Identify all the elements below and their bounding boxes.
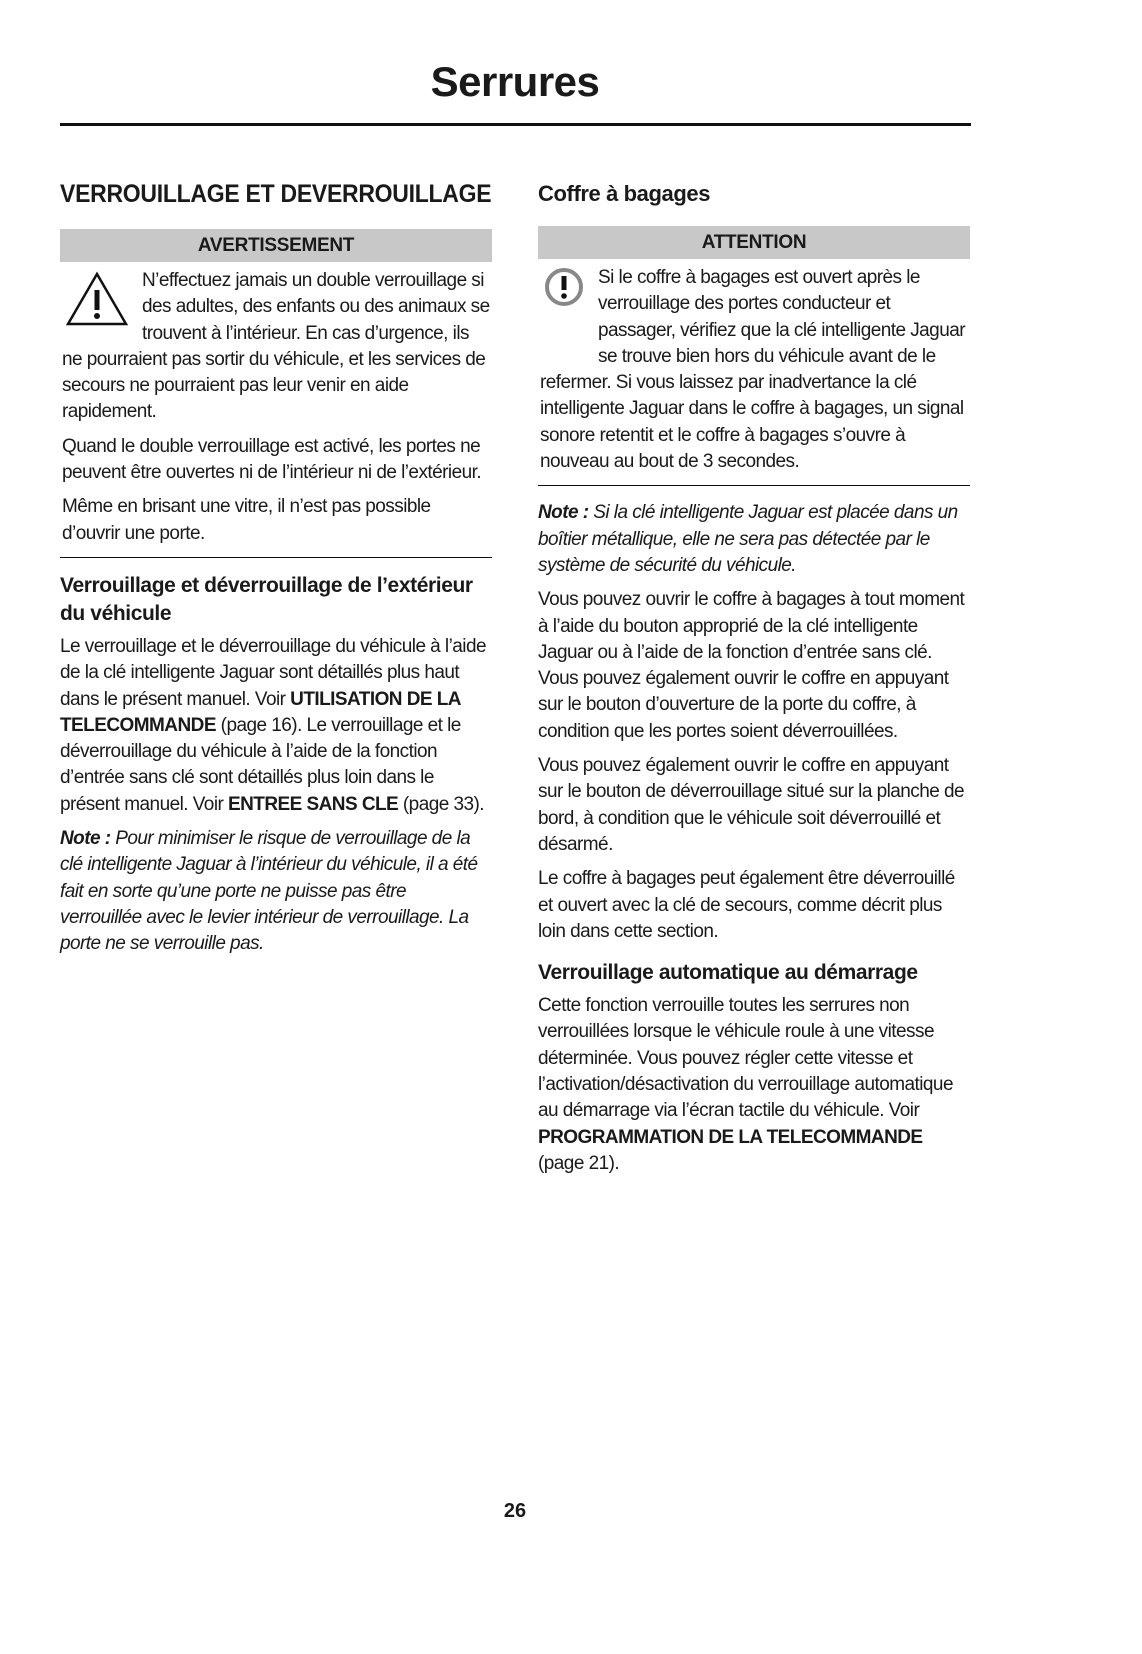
auto-lock-body bbox=[538, 993, 970, 1177]
note-label: Note : bbox=[60, 828, 111, 850]
section-heading: VERROUILLAGE ET DEVERROUILLAGE bbox=[60, 180, 492, 208]
warning-triangle-icon bbox=[62, 268, 142, 346]
link-telecommande: UTILISATION DE LA TELECOMMANDE bbox=[60, 688, 461, 736]
link-programmation: PROGRAMMATION DE LA TELECOMMANDE bbox=[538, 1126, 923, 1148]
sub-heading-exterior: Verrouillage et déverrouillage de l’extérieur du véhicule bbox=[60, 573, 473, 625]
page-title: Serrures bbox=[430, 58, 600, 105]
text: Le verrouillage et le déverrouillage du véhicule à l’aide de la clé intelligente Jaguar sont détaillés plus haut dans le présent manuel. Voir bbox=[60, 635, 486, 710]
right-column bbox=[538, 180, 970, 1185]
warning-text-2: Quand le double verrouillage est activé, les portes ne peuvent être ouvertes ni de l’intérieur ni de l’extérieur. bbox=[62, 435, 482, 484]
note bbox=[60, 826, 492, 957]
coffre-text-3: Le coffre à bagages peut également être déverrouillé et ouvert avec la clé de secours, comme décrit plus loin dans cette section. bbox=[538, 868, 955, 942]
note bbox=[538, 500, 970, 579]
coffre-text-1: Vous pouvez ouvrir le coffre à bagages à tout moment à l’aide du bouton approprié de la clé intelligente Jaguar ou à l’aide de la fonction d’entrée sans clé. Vous pouvez également ouvrir le coffre en appuyant sur le bouton d’ouverture de la porte du coffre, à condition que les portes soient déverrouillées. bbox=[538, 589, 965, 742]
attention-label: ATTENTION bbox=[538, 226, 970, 259]
note-text: Si la clé intelligente Jaguar est placée dans un boîtier métallique, elle ne sera pas détectée par le système de sécurité du véhicule. bbox=[538, 502, 958, 576]
title-rule bbox=[60, 123, 971, 126]
warning-box bbox=[60, 229, 492, 558]
note-text: Pour minimiser le risque de verrouillage de la clé intelligente Jaguar à l’intérieur du véhicule, il a été fait en sorte qu’une porte ne puisse pas être verrouillée avec le levier intérieur de verrouillage. La porte ne se verrouille pas. bbox=[60, 828, 478, 955]
warning-label: AVERTISSEMENT bbox=[60, 229, 492, 262]
attention-box bbox=[538, 226, 970, 486]
exterior-body bbox=[60, 634, 492, 818]
sub-heading-auto-lock: Verrouillage automatique au démarrage bbox=[538, 961, 918, 985]
attention-text: Si le coffre à bagages est ouvert après le verrouillage des portes conducteur et passager, vérifiez que la clé intelligente Jaguar se trouve bien hors du véhicule avant de le refermer. Si vous laissez par inadvertance la clé intelligente Jaguar dans le coffre à bagages, un signal sonore retentit et le coffre à bagages s’ouvre à nouveau au bout de 3 secondes. bbox=[540, 267, 966, 473]
page-number: 26 bbox=[503, 1500, 527, 1522]
warning-text-3: Même en brisant une vitre, il n’est pas possible d’ouvrir une porte. bbox=[62, 496, 431, 544]
text: (page 33). bbox=[398, 793, 485, 815]
coffre-text-2: Vous pouvez également ouvrir le coffre en appuyant sur le bouton de déverrouillage situé sur la planche de bord, à condition que le véhicule soit déverrouillé et désarmé. bbox=[538, 755, 965, 855]
section-heading-coffre: Coffre à bagages bbox=[538, 181, 711, 206]
link-entree-sans-cle: ENTREE SANS CLE bbox=[228, 793, 399, 815]
text: (page 16). Le verrouillage et le déverrouillage du véhicule à l’aide de la fonction d’entrée sans clé sont détaillés plus loin dans le présent manuel. Voir bbox=[60, 714, 461, 815]
text: Cette fonction verrouille toutes les serrures non verrouillées lorsque le véhicule roule à une vitesse déterminée. Vous pouvez régler cette vitesse et l’activation/désactivation du verrouillage automatique au démarrage via l’écran tactile du véhicule. Voir bbox=[538, 995, 953, 1122]
left-column bbox=[60, 180, 492, 966]
note-label: Note : bbox=[538, 502, 589, 524]
warning-text-1: N’effectuez jamais un double verrouillage si des adultes, des enfants ou des animaux se trouvent à l’intérieur. En cas d’urgence, ils ne pourraient pas sortir du véhicule, et les services de secours ne pourraient pas leur venir en aide rapidement. bbox=[62, 270, 490, 423]
caution-circle-icon bbox=[540, 265, 598, 345]
text: (page 21). bbox=[538, 1152, 620, 1174]
